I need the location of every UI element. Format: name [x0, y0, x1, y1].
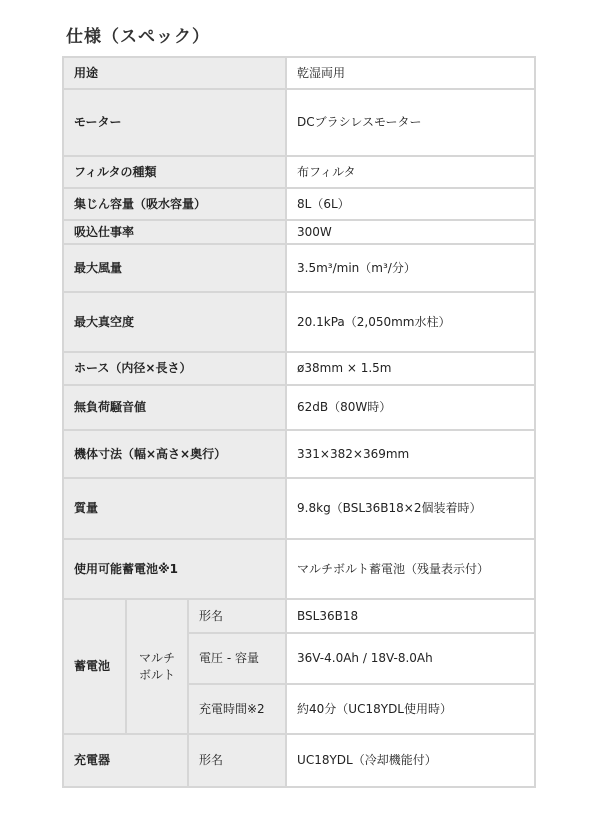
- spec-label: 用途: [63, 57, 286, 89]
- spec-label: 最大風量: [63, 244, 286, 292]
- spec-value: 9.8kg（BSL36B18×2個装着時）: [286, 478, 535, 539]
- spec-value: ø38mm × 1.5m: [286, 352, 535, 385]
- spec-label: 吸込仕事率: [63, 220, 286, 244]
- table-row: [63, 188, 535, 220]
- spec-label: ホース（内径×長さ）: [63, 352, 286, 385]
- table-row: [63, 734, 535, 787]
- table-row: [63, 57, 535, 89]
- table-row: [63, 220, 535, 244]
- spec-label: 最大真空度: [63, 292, 286, 352]
- battery-item-label: 形名: [188, 599, 286, 633]
- spec-label: 集じん容量（吸水容量）: [63, 188, 286, 220]
- spec-value: 乾湿両用: [286, 57, 535, 89]
- battery-group-label: マルチ ボルト: [126, 599, 188, 734]
- table-row: [63, 599, 535, 633]
- spec-value: 331×382×369mm: [286, 430, 535, 478]
- battery-item-value: 約40分（UC18YDL使用時）: [286, 684, 535, 734]
- spec-table: [62, 56, 536, 788]
- table-row: [63, 478, 535, 539]
- battery-item-label: 充電時間※2: [188, 684, 286, 734]
- spec-label: フィルタの種類: [63, 156, 286, 188]
- spec-value: 布フィルタ: [286, 156, 535, 188]
- table-row: [63, 430, 535, 478]
- table-row: [63, 292, 535, 352]
- battery-item-value: 36V-4.0Ah / 18V-8.0Ah: [286, 633, 535, 684]
- battery-item-value: BSL36B18: [286, 599, 535, 633]
- spec-value: 8L（6L）: [286, 188, 535, 220]
- spec-label: 使用可能蓄電池※1: [63, 539, 286, 599]
- battery-item-label: 電圧 - 容量: [188, 633, 286, 684]
- table-row: [63, 244, 535, 292]
- spec-label: 無負荷騒音値: [63, 385, 286, 430]
- spec-value: 3.5m³/min（m³/分）: [286, 244, 535, 292]
- battery-label: 蓄電池: [63, 599, 126, 734]
- table-row: [63, 89, 535, 156]
- page-title: 仕様（スペック）: [66, 27, 210, 47]
- spec-label: 質量: [63, 478, 286, 539]
- charger-label: 充電器: [63, 734, 188, 787]
- spec-label: モーター: [63, 89, 286, 156]
- spec-value: 300W: [286, 220, 535, 244]
- spec-value: 62dB（80W時）: [286, 385, 535, 430]
- spec-value: 20.1kPa（2,050mm水柱）: [286, 292, 535, 352]
- spec-value: マルチボルト蓄電池（残量表示付）: [286, 539, 535, 599]
- table-row: [63, 539, 535, 599]
- spec-value: DCブラシレスモーター: [286, 89, 535, 156]
- table-row: [63, 352, 535, 385]
- table-row: [63, 385, 535, 430]
- spec-label: 機体寸法（幅×高さ×奥行）: [63, 430, 286, 478]
- table-row: [63, 156, 535, 188]
- charger-item-label: 形名: [188, 734, 286, 787]
- charger-value: UC18YDL（冷却機能付）: [286, 734, 535, 787]
